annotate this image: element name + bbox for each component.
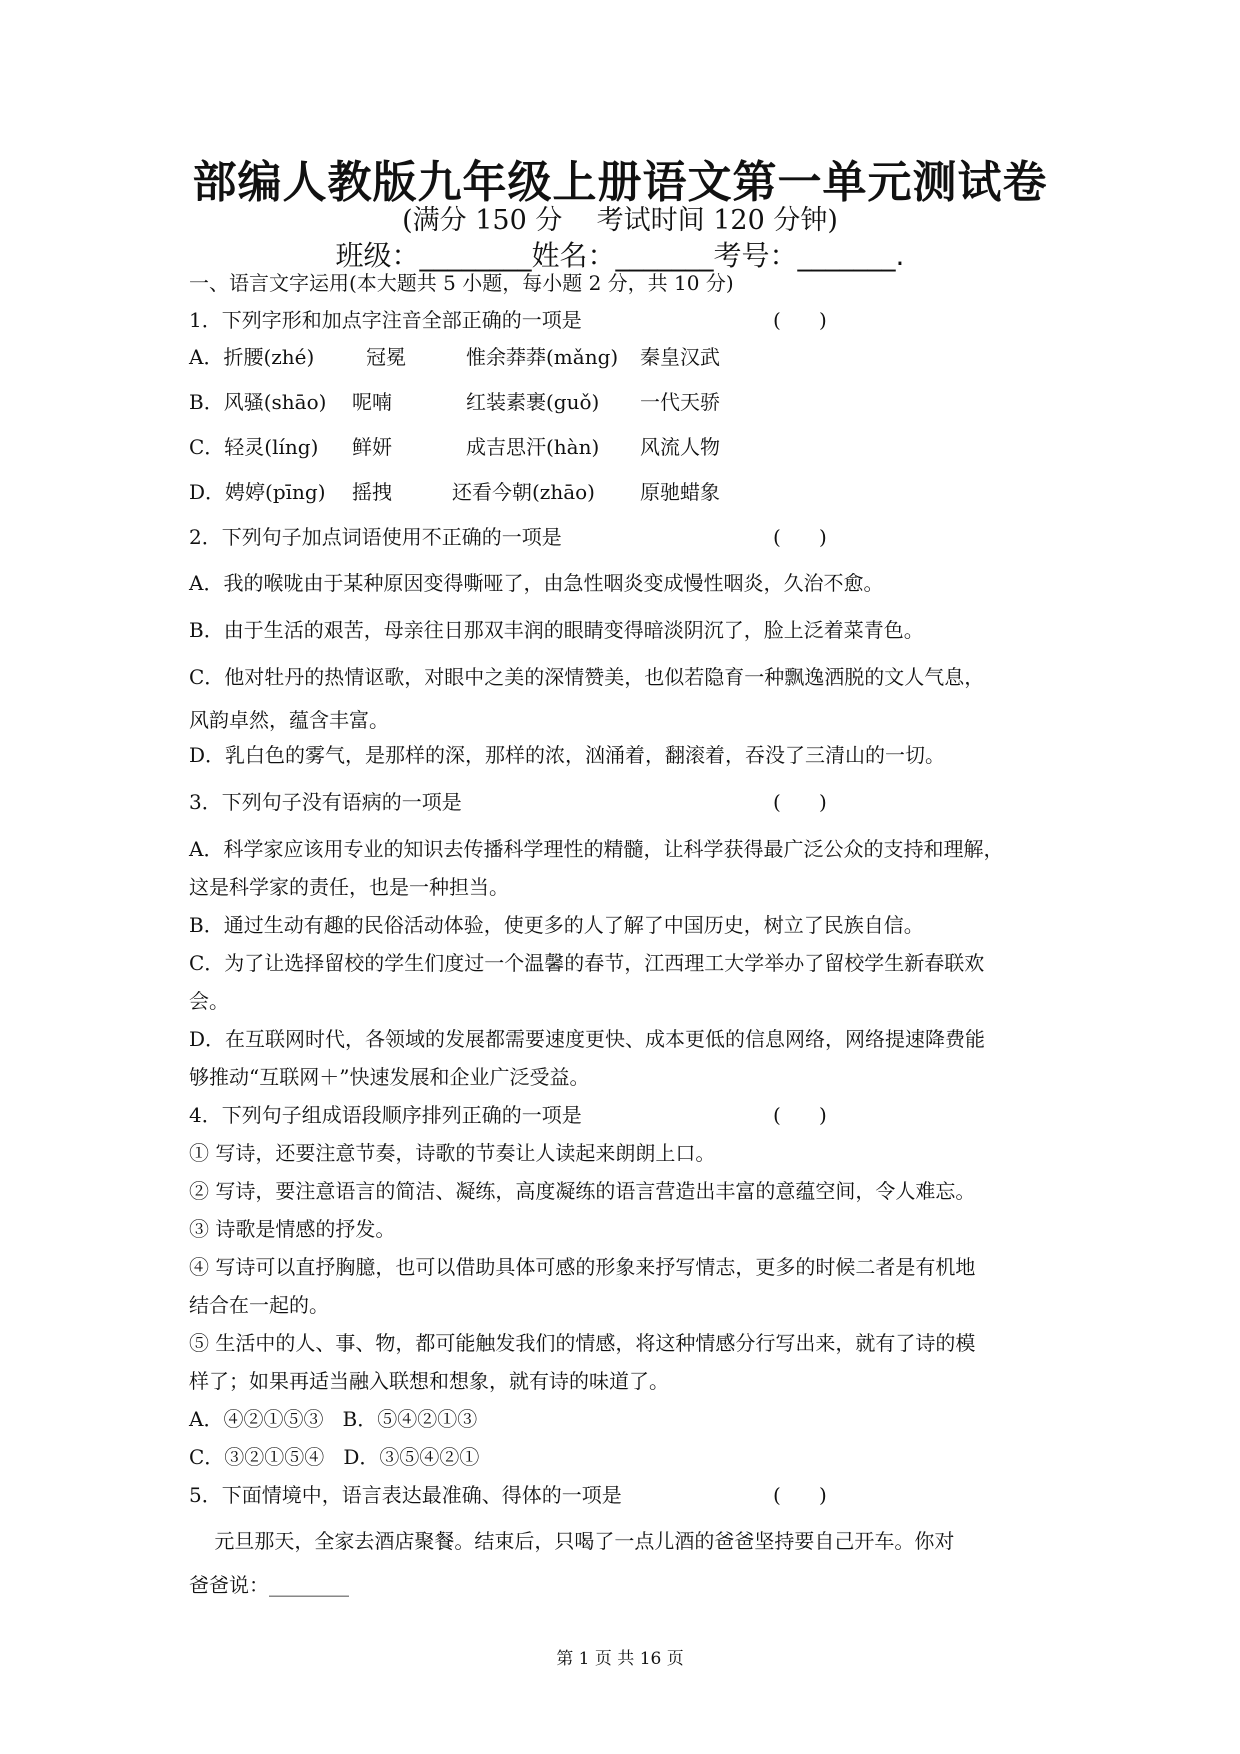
question-2-stem: 2．下列句子加点词语使用不正确的一项是 <box>189 525 562 549</box>
q4-sentence-5-line1: ⑤ 生活中的人、事、物，都可能触发我们的情感，将这种情感分行写出来，就有了诗的模 <box>189 1331 976 1355</box>
q3-option-a-line1: A．科学家应该用专业的知识去传播科学理性的精髓，让科学获得最广泛公众的支持和理解， <box>189 837 1004 861</box>
q1-option-a-word4: 秦皇汉武 <box>640 345 720 369</box>
q1-option-b-word3: 红装素裹(guǒ) <box>466 390 600 414</box>
q4-options-cd: C．③②①⑤④ D．③⑤④②① <box>189 1445 480 1469</box>
q1-option-d-label: D．娉婷(pīng) <box>189 480 326 504</box>
question-4-stem: 4．下列句子组成语段顺序排列正确的一项是 <box>189 1103 582 1127</box>
q1-option-c-word2: 鲜妍 <box>352 435 392 459</box>
question-1-answer-blank: ( ) <box>773 308 827 332</box>
q1-option-d-word4: 原驰蜡象 <box>640 480 720 504</box>
q2-option-c-line1: C．他对牡丹的热情讴歌，对眼中之美的深情赞美，也似若隐育一种飘逸洒脱的文人气息， <box>189 665 985 689</box>
exam-subtitle: (满分 150 分 考试时间 120 分钟) <box>402 205 838 236</box>
question-1-stem: 1．下列字形和加点字注音全部正确的一项是 <box>189 308 582 332</box>
q2-option-b: B．由于生活的艰苦，母亲往日那双丰润的眼睛变得暗淡阴沉了，脸上泛着菜青色。 <box>189 618 924 642</box>
q1-option-c-word4: 风流人物 <box>640 435 720 459</box>
page-footer: 第 1 页 共 16 页 <box>556 1649 684 1669</box>
q2-option-a: A．我的喉咙由于某种原因变得嘶哑了，由急性咽炎变成慢性咽炎，久治不愈。 <box>189 571 884 595</box>
section-heading: 一、语言文字运用(本大题共 5 小题，每小题 2 分，共 10 分) <box>189 271 734 295</box>
question-3-answer-blank: ( ) <box>773 790 827 814</box>
question-4-answer-blank: ( ) <box>773 1103 827 1127</box>
q5-passage-line2: 爸爸说：________ <box>189 1573 349 1597</box>
q1-option-a-word2: 冠冕 <box>366 345 406 369</box>
page-title: 部编人教版九年级上册语文第一单元测试卷 <box>192 157 1048 208</box>
question-3-stem: 3．下列句子没有语病的一项是 <box>189 790 462 814</box>
q3-option-a-line2: 这是科学家的责任，也是一种担当。 <box>189 875 509 899</box>
q1-option-b-label: B．风骚(shāo) <box>189 390 327 414</box>
q3-option-d-line2: 够推动“互联网＋”快速发展和企业广泛受益。 <box>189 1065 590 1089</box>
q4-sentence-2: ② 写诗，要注意语言的简洁、凝练，高度凝练的语言营造出丰富的意蕴空间，令人难忘。 <box>189 1179 976 1203</box>
q1-option-c-label: C．轻灵(líng) <box>189 435 319 459</box>
question-5-answer-blank: ( ) <box>773 1483 827 1507</box>
question-2-answer-blank: ( ) <box>773 525 827 549</box>
q4-sentence-5-line2: 样了；如果再适当融入联想和想象，就有诗的味道了。 <box>189 1369 669 1393</box>
q5-passage-line1: 元旦那天，全家去酒店聚餐。结束后，只喝了一点儿酒的爸爸坚持要自己开车。你对 <box>189 1529 955 1553</box>
student-info-line: 班级：________姓名：_______考号：_______. <box>335 239 905 272</box>
q4-sentence-4-line2: 结合在一起的。 <box>189 1293 329 1317</box>
q3-option-c-line2: 会。 <box>189 989 229 1013</box>
q1-option-a-word3: 惟余莽莽(mǎng) <box>466 345 619 369</box>
question-5-stem: 5．下面情境中，语言表达最准确、得体的一项是 <box>189 1483 622 1507</box>
q1-option-c-word3: 成吉思汗(hàn) <box>466 435 600 459</box>
q4-sentence-4-line1: ④ 写诗可以直抒胸臆，也可以借助具体可感的形象来抒写情志，更多的时候二者是有机地 <box>189 1255 976 1279</box>
q4-options-ab: A．④②①⑤③ B．⑤④②①③ <box>189 1407 478 1431</box>
q2-option-c-line2: 风韵卓然，蕴含丰富。 <box>189 708 389 732</box>
q4-sentence-3: ③ 诗歌是情感的抒发。 <box>189 1217 396 1241</box>
q4-sentence-1: ① 写诗，还要注意节奏，诗歌的节奏让人读起来朗朗上口。 <box>189 1141 716 1165</box>
q1-option-b-word2: 呢喃 <box>352 390 392 414</box>
q1-option-d-word3: 还看今朝(zhāo) <box>452 480 595 504</box>
q3-option-d-line1: D．在互联网时代，各领域的发展都需要速度更快、成本更低的信息网络，网络提速降费能 <box>189 1027 986 1051</box>
q2-option-d: D．乳白色的雾气，是那样的深，那样的浓，汹涌着，翻滚着，吞没了三清山的一切。 <box>189 743 946 767</box>
q1-option-b-word4: 一代天骄 <box>640 390 720 414</box>
q3-option-b: B．通过生动有趣的民俗活动体验，使更多的人了解了中国历史，树立了民族自信。 <box>189 913 924 937</box>
q1-option-d-word2: 摇拽 <box>352 480 392 504</box>
q3-option-c-line1: C．为了让选择留校的学生们度过一个温馨的春节，江西理工大学举办了留校学生新春联欢 <box>189 951 985 975</box>
q1-option-a-label: A．折腰(zhé) <box>189 345 315 369</box>
